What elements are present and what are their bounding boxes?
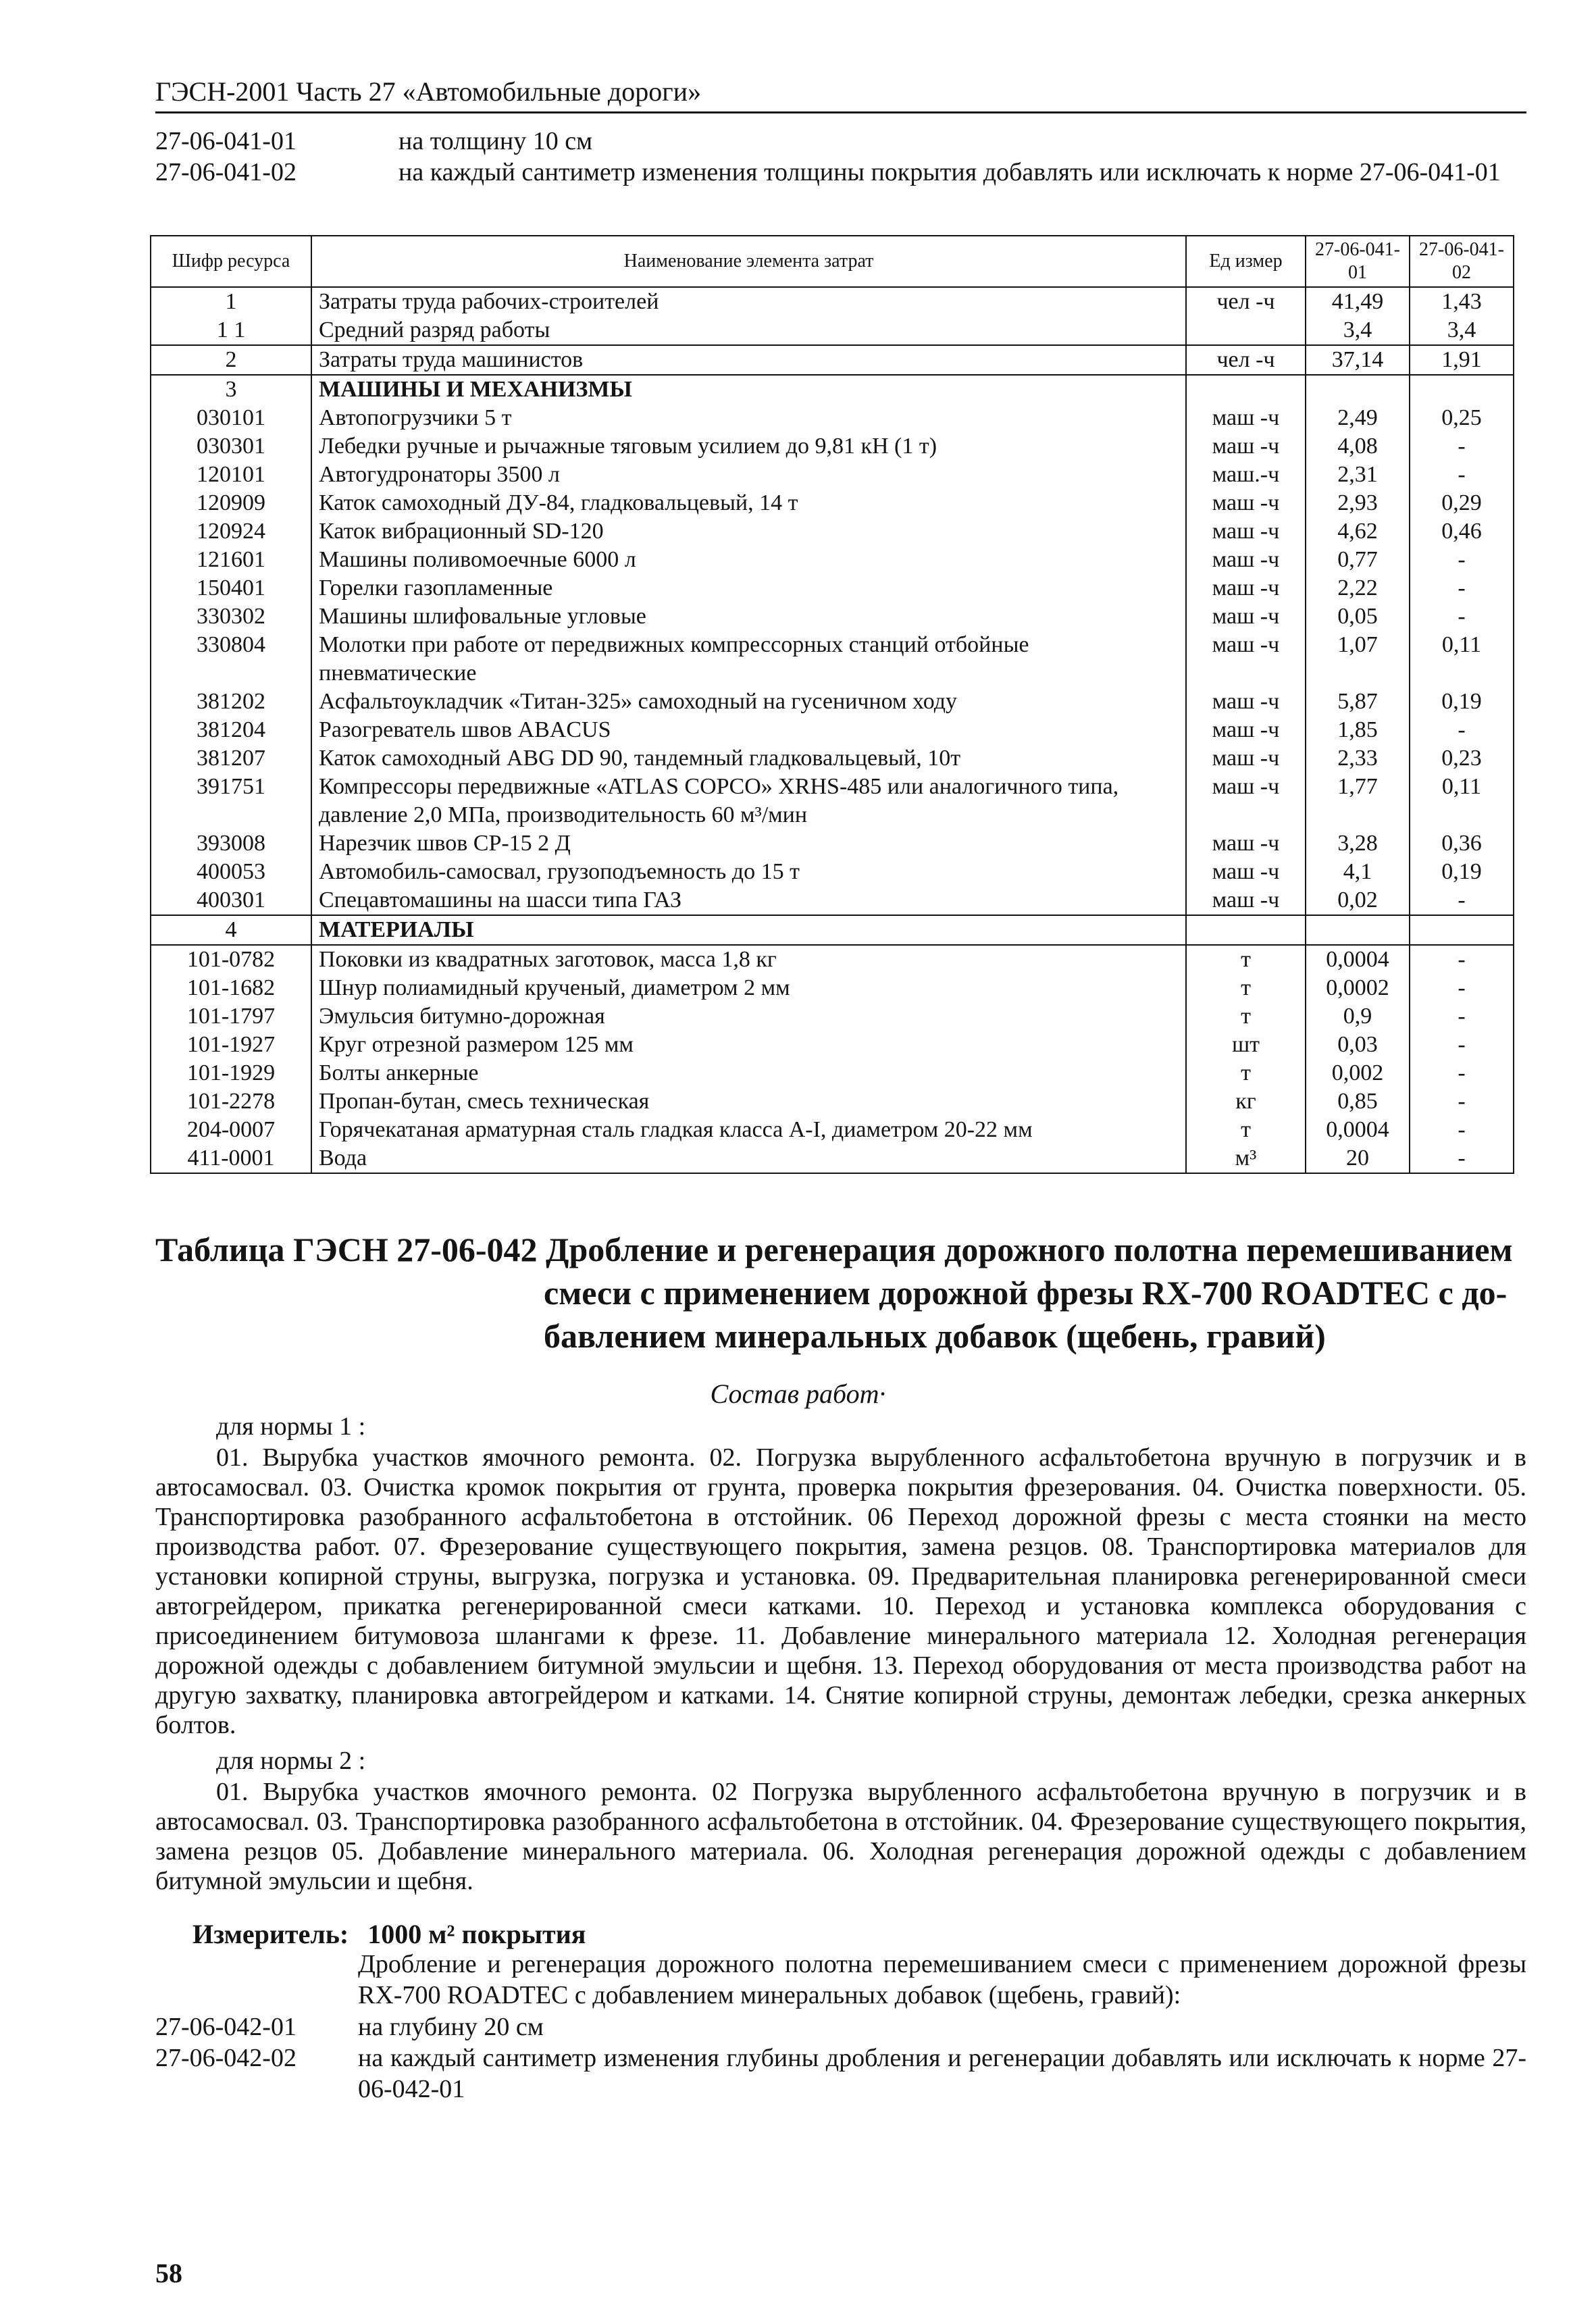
cell-norm1: 2,31 [1306, 461, 1410, 489]
cell-norm1: 0,0002 [1306, 974, 1410, 1002]
norm1-label: для нормы 1 : [216, 1412, 366, 1441]
cell-name: Затраты труда рабочих-строителей [311, 287, 1186, 316]
norm-code: 27-06-041-02 [155, 158, 297, 186]
cell-name: МАШИНЫ И МЕХАНИЗМЫ [311, 375, 1186, 404]
cell-unit: маш -ч [1186, 602, 1306, 631]
cell-code: 101-2278 [151, 1087, 311, 1116]
cell-name: Автомобиль-самосвал, грузоподъемность до 15 т [311, 858, 1186, 886]
cell-norm1: 0,77 [1306, 546, 1410, 574]
cell-unit: маш -ч [1186, 517, 1306, 546]
table-row [151, 858, 1514, 886]
table-row [151, 829, 1514, 858]
cell-norm1: 1,77 [1306, 773, 1410, 829]
cell-name: Круг отрезной размером 125 мм [311, 1031, 1186, 1059]
cell-name: Машины шлифовальные угловые [311, 602, 1186, 631]
norm-code: 27-06-041-01 [155, 127, 297, 155]
cell-name: Молотки при работе от передвижных компрессорных станций отбойные пневматические [311, 631, 1186, 688]
cell-norm1 [1306, 915, 1410, 945]
cell-name: Эмульсия битумно-дорожная [311, 1002, 1186, 1031]
cell-code: 411-0001 [151, 1144, 311, 1173]
cell-norm1: 2,22 [1306, 574, 1410, 602]
cell-code: 120909 [151, 489, 311, 517]
cell-unit: т [1186, 945, 1306, 974]
prev-norm-row [155, 126, 1526, 157]
table-row [151, 716, 1514, 744]
cell-name: Спецавтомашины на шасси типа ГАЗ [311, 886, 1186, 915]
cell-code: 150401 [151, 574, 311, 602]
table-row [151, 773, 1514, 829]
cell-norm1: 2,49 [1306, 404, 1410, 432]
cell-norm2: - [1410, 602, 1514, 631]
cell-name: Средний разряд работы [311, 316, 1186, 345]
cell-code: 204-0007 [151, 1116, 311, 1144]
table-row [151, 375, 1514, 404]
cell-norm2: 0,23 [1410, 744, 1514, 773]
cell-norm1: 2,93 [1306, 489, 1410, 517]
cell-norm2: - [1410, 546, 1514, 574]
table-body [151, 287, 1514, 1173]
cell-code: 120101 [151, 461, 311, 489]
cell-code: 101-0782 [151, 945, 311, 974]
cell-unit: маш -ч [1186, 688, 1306, 716]
cell-name: Шнур полиамидный крученый, диаметром 2 мм [311, 974, 1186, 1002]
cell-name: Горелки газопламенные [311, 574, 1186, 602]
cell-norm1: 0,02 [1306, 886, 1410, 915]
cell-name: Горячекатаная арматурная сталь гладкая класса А-I, диаметром 20-22 мм [311, 1116, 1186, 1144]
meter-label: Измеритель: [192, 1919, 349, 1949]
table-title-line: смеси с применением дорожной фрезы RX-700 ROADTEC с до- [544, 1274, 1508, 1312]
cell-norm2: - [1410, 1144, 1514, 1173]
new-norm-row [155, 2042, 1526, 2105]
page-number: 58 [155, 2258, 182, 2288]
cell-norm2: - [1410, 1031, 1514, 1059]
cell-norm1: 0,85 [1306, 1087, 1410, 1116]
cell-name: Каток самоходный ABG DD 90, тандемный гладковальцевый, 10т [311, 744, 1186, 773]
col-header-norm2 [1410, 236, 1514, 287]
col-header-unit: Ед измер [1186, 236, 1306, 287]
norm1-work-list: 01. Вырубка участков ямочного ремонта. 02. Погрузка вырубленного асфальтобетона вручную в погрузчик и в автосамосвал. 03. Очистка кромок покрытия от грунта, проверка покрытия фрезерования. 04. Очистка поверхности. 05. Транспортировка разобранного асфальтобетона в отстойник. 06 Переход дорожной фрезы с места стоянки на место производства работ. 07. Фрезерование существующего покрытия, замена резцов. 08. Транспортировка материалов для установки копирной струны, выгрузка, погрузка и установка. 09. Предварительная планировка регенерированной смеси автогрейдером, прикатка регенерированной смеси катками. 10. Переход и установка комплекса оборудования с присоединением битумовоза шлангами к фрезе. 11. Добавление минерального материала 12. Холодная регенерация дорожной одежды с добавлением битумной эмульсии и щебня. 13. Переход оборудования от места производства работ на другую захватку, планировка автогрейдером и катками. 14. Снятие копирной струны, демонтаж лебедки, срезка анкерных болтов. [155, 1443, 1526, 1739]
cell-norm2: 0,36 [1410, 829, 1514, 858]
table-row [151, 404, 1514, 432]
table-row [151, 316, 1514, 345]
cell-norm1: 37,14 [1306, 345, 1410, 375]
cell-unit [1186, 316, 1306, 345]
cell-norm2: - [1410, 945, 1514, 974]
norm-code: 27-06-042-02 [155, 2044, 297, 2072]
norm-code: 27-06-042-01 [155, 2013, 297, 2041]
cell-unit: маш -ч [1186, 574, 1306, 602]
cell-unit: т [1186, 1116, 1306, 1144]
col-header-code: Шифр ресурса [151, 236, 311, 287]
table-row [151, 1087, 1514, 1116]
cell-norm1: 4,62 [1306, 517, 1410, 546]
cell-unit: маш -ч [1186, 489, 1306, 517]
cell-code: 121601 [151, 546, 311, 574]
cell-norm1: 4,1 [1306, 858, 1410, 886]
cell-norm1: 0,03 [1306, 1031, 1410, 1059]
cell-norm2 [1410, 915, 1514, 945]
cell-norm1: 1,85 [1306, 716, 1410, 744]
cell-code: 101-1929 [151, 1059, 311, 1087]
cell-unit: чел -ч [1186, 287, 1306, 316]
cell-norm2: - [1410, 886, 1514, 915]
cell-code: 2 [151, 345, 311, 375]
norm2-label: для нормы 2 : [216, 1747, 366, 1775]
norm-description: на глубину 20 см [358, 2013, 544, 2041]
cell-code: 393008 [151, 829, 311, 858]
table-row [151, 886, 1514, 915]
table-row [151, 345, 1514, 375]
table-row [151, 631, 1514, 688]
table-row [151, 1002, 1514, 1031]
cell-unit: м³ [1186, 1144, 1306, 1173]
meter-value: 1000 м² покрытия [367, 1919, 586, 1949]
cell-unit: маш -ч [1186, 631, 1306, 688]
cell-unit: маш -ч [1186, 886, 1306, 915]
cell-norm2: 3,4 [1410, 316, 1514, 345]
table-row [151, 1031, 1514, 1059]
cell-code: 030301 [151, 432, 311, 461]
table-row [151, 945, 1514, 974]
table-row [151, 1144, 1514, 1173]
col-header-name: Наименование элемента затрат [311, 236, 1186, 287]
cell-code: 101-1927 [151, 1031, 311, 1059]
cell-name: Пропан-бутан, смесь техническая [311, 1087, 1186, 1116]
table-title [155, 1228, 1526, 1358]
cell-name: Автогудронаторы 3500 л [311, 461, 1186, 489]
cell-code: 381207 [151, 744, 311, 773]
cell-unit: маш -ч [1186, 716, 1306, 744]
cell-unit: маш.-ч [1186, 461, 1306, 489]
prev-norm-row [155, 157, 1526, 219]
cell-name: Автопогрузчики 5 т [311, 404, 1186, 432]
cell-norm1: 2,33 [1306, 744, 1410, 773]
cell-norm2: - [1410, 1087, 1514, 1116]
cell-unit: т [1186, 974, 1306, 1002]
cell-norm2: - [1410, 1002, 1514, 1031]
cell-code: 381202 [151, 688, 311, 716]
cell-unit: чел -ч [1186, 345, 1306, 375]
cell-code: 391751 [151, 773, 311, 829]
cell-name: Компрессоры передвижные «ATLAS COPCO» XRHS-485 или аналогичного типа, давление 2,0 МПа, производительность 60 м³/мин [311, 773, 1186, 829]
meter-line [192, 1918, 586, 1950]
table-row [151, 744, 1514, 773]
table-row [151, 974, 1514, 1002]
norm-description: на каждый сантиметр изменения глубины дробления и регенерации добавлять или исключать к норме 27-06-042-01 [358, 2044, 1526, 2103]
table-row [151, 432, 1514, 461]
cell-unit: шт [1186, 1031, 1306, 1059]
cell-code: 330804 [151, 631, 311, 688]
cell-norm2: - [1410, 574, 1514, 602]
cell-name: Болты анкерные [311, 1059, 1186, 1087]
cell-unit: маш -ч [1186, 858, 1306, 886]
cell-name: Разогреватель швов ABACUS [311, 716, 1186, 744]
cell-name: Вода [311, 1144, 1186, 1173]
cell-code: 400053 [151, 858, 311, 886]
cell-norm2: - [1410, 1059, 1514, 1087]
table-row [151, 915, 1514, 945]
table-row [151, 489, 1514, 517]
cell-name: Асфальтоукладчик «Титан-325» самоходный на гусеничном ходу [311, 688, 1186, 716]
cell-code: 101-1682 [151, 974, 311, 1002]
col-header-norm2-text: 27-06-041-02 [1419, 239, 1504, 283]
resources-table [150, 235, 1514, 1174]
cell-code: 381204 [151, 716, 311, 744]
table-row [151, 546, 1514, 574]
cell-norm1: 5,87 [1306, 688, 1410, 716]
cell-norm1: 3,4 [1306, 316, 1410, 345]
new-norm-row [155, 2011, 1526, 2042]
cell-norm2: - [1410, 432, 1514, 461]
cell-code: 1 1 [151, 316, 311, 345]
cell-unit: маш -ч [1186, 773, 1306, 829]
table-row [151, 517, 1514, 546]
cell-norm2: 0,19 [1410, 688, 1514, 716]
cell-norm2: 1,91 [1410, 345, 1514, 375]
table-header-row [151, 236, 1514, 287]
table-title-line: Таблица ГЭСН 27-06-042 Дробление и регенерация дорожного полотна перемешиванием [155, 1231, 1513, 1268]
cell-name: Затраты труда машинистов [311, 345, 1186, 375]
cell-code: 330302 [151, 602, 311, 631]
cell-norm2: - [1410, 1116, 1514, 1144]
norm-description: на каждый сантиметр изменения толщины покрытия добавлять или исключать к норме 27-06-041-01 [398, 158, 1501, 186]
cell-norm2: 0,11 [1410, 631, 1514, 688]
cell-norm1 [1306, 375, 1410, 404]
cell-code: 4 [151, 915, 311, 945]
cell-unit [1186, 915, 1306, 945]
cell-norm2 [1410, 375, 1514, 404]
table-title-line: бавлением минеральных добавок (щебень, гравий) [544, 1317, 1326, 1355]
header-rule [155, 111, 1526, 113]
table-row [151, 1116, 1514, 1144]
cell-norm1: 4,08 [1306, 432, 1410, 461]
cell-norm2: - [1410, 461, 1514, 489]
cell-name: Поковки из квадратных заготовок, масса 1,8 кг [311, 945, 1186, 974]
cell-unit: маш -ч [1186, 432, 1306, 461]
cell-code: 030101 [151, 404, 311, 432]
cell-code: 400301 [151, 886, 311, 915]
cell-name: МАТЕРИАЛЫ [311, 915, 1186, 945]
cell-name: Лебедки ручные и рычажные тяговым усилием до 9,81 кН (1 т) [311, 432, 1186, 461]
cell-norm1: 3,28 [1306, 829, 1410, 858]
table-row [151, 287, 1514, 316]
cell-norm2: 0,11 [1410, 773, 1514, 829]
cell-unit [1186, 375, 1306, 404]
cell-unit: маш -ч [1186, 404, 1306, 432]
cell-norm2: 0,46 [1410, 517, 1514, 546]
col-header-norm1-text: 27-06-041-01 [1315, 239, 1400, 283]
running-header: ГЭСН-2001 Часть 27 «Автомобильные дороги» [155, 76, 702, 107]
cell-norm1: 0,0004 [1306, 945, 1410, 974]
cell-norm2: 0,25 [1410, 404, 1514, 432]
table-row [151, 574, 1514, 602]
cell-norm1: 0,05 [1306, 602, 1410, 631]
table-row [151, 602, 1514, 631]
cell-name: Нарезчик швов СР-15 2 Д [311, 829, 1186, 858]
table-row [151, 461, 1514, 489]
cell-unit: маш -ч [1186, 546, 1306, 574]
meter-description: Дробление и регенерация дорожного полотна перемешиванием смеси с применением дорожной фрезы RX-700 ROADTEC с добавлением минеральных добавок (щебень, гравий): [358, 1950, 1526, 2009]
cell-name: Каток вибрационный SD-120 [311, 517, 1186, 546]
composition-title: Состав работ· [710, 1379, 886, 1409]
cell-norm1: 1,07 [1306, 631, 1410, 688]
col-header-norm1 [1306, 236, 1410, 287]
cell-name: Машины поливомоечные 6000 л [311, 546, 1186, 574]
cell-unit: т [1186, 1059, 1306, 1087]
cell-norm2: 1,43 [1410, 287, 1514, 316]
cell-norm1: 0,002 [1306, 1059, 1410, 1087]
table-row [151, 688, 1514, 716]
cell-norm2: 0,19 [1410, 858, 1514, 886]
cell-code: 1 [151, 287, 311, 316]
norm2-work-list: 01. Вырубка участков ямочного ремонта. 02 Погрузка вырубленного асфальтобетона вручную в погрузчик и в автосамосвал. 03. Транспортировка разобранного асфальтобетона в отстойник. 04. Фрезерование существующего покрытия, замена резцов 05. Добавление минерального материала. 06. Холодная регенерация дорожной одежды с добавлением битумной эмульсии и щебня. [155, 1778, 1526, 1895]
cell-code: 120924 [151, 517, 311, 546]
cell-unit: маш -ч [1186, 829, 1306, 858]
cell-name: Каток самоходный ДУ-84, гладковальцевый, 14 т [311, 489, 1186, 517]
cell-norm2: - [1410, 716, 1514, 744]
cell-unit: т [1186, 1002, 1306, 1031]
table-row [151, 1059, 1514, 1087]
cell-norm1: 41,49 [1306, 287, 1410, 316]
cell-norm1: 0,9 [1306, 1002, 1410, 1031]
cell-code: 101-1797 [151, 1002, 311, 1031]
cell-norm1: 0,0004 [1306, 1116, 1410, 1144]
cell-norm1: 20 [1306, 1144, 1410, 1173]
norm-description: на толщину 10 см [398, 127, 593, 155]
cell-code: 3 [151, 375, 311, 404]
cell-norm2: - [1410, 974, 1514, 1002]
cell-unit: маш -ч [1186, 744, 1306, 773]
cell-norm2: 0,29 [1410, 489, 1514, 517]
cell-unit: кг [1186, 1087, 1306, 1116]
